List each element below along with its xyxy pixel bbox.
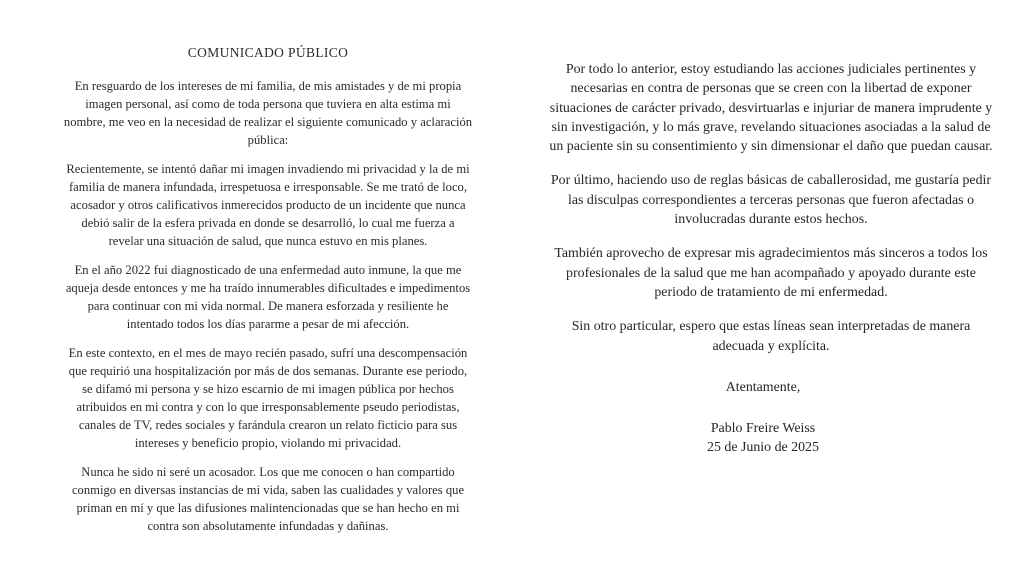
left-paragraph-3: En el año 2022 fui diagnosticado de una enfermedad auto inmune, la que me aqueja desde entonces y me ha traído innumerables dificultades e impedimentos para continuar con mi vida normal. De manera esforzada y resiliente he intentado todos los días pararme a pesar de mi afección. — [65, 262, 471, 332]
left-column — [63, 44, 473, 535]
signature-date: 25 de Junio de 2025 — [707, 440, 819, 456]
right-paragraph-1: Por todo lo anterior, estoy estudiando las acciones judiciales pertinentes y necesarias en contra de personas que se creen con la libertad de exponer situaciones de carácter privado, desvirtuarlas e injuriar de manera imprudente y sin investigación, y lo más grave, revelando situaciones asociadas a la salud de un paciente sin su consentimiento y sin dimensionar el daño que puedan causar. — [549, 62, 993, 155]
left-paragraph-1: En resguardo de los intereses de mi familia, de mis amistades y de mi propia imagen personal, así como de toda persona que tuviera en alta estima mi nombre, me veo en la necesidad de realizar el siguiente comunicado y aclaración pública: — [63, 79, 473, 148]
signature-block — [545, 378, 997, 458]
left-paragraph-5: Nunca he sido ni seré un acosador. Los que me conocen o han compartido conmigo en diversas instancias de mi vida, saben las cualidades y valores que priman en mí y que las difusiones malintencionadas que se han hecho en mi contra son absolutamente infundadas y dañinas. — [71, 464, 465, 534]
signature-name: Pablo Freire Weiss — [710, 421, 816, 437]
left-paragraph-2: Recientemente, se intentó dañar mi imagen invadiendo mi privacidad y la de mi familia de manera infundada, irrespetuosa e irresponsable. Se me trató de loco, acosador y otros calificativos inmerecidos producto de un incidente que nunca debió salir de la esfera privada en donde se desarrolló, lo cual me fuerza a revelar una situación de salud, que nunca estuvo en mis planes. — [66, 161, 470, 249]
signature-closing: Atentamente, — [725, 379, 801, 395]
right-column — [545, 60, 997, 458]
right-paragraph-3: También aprovecho de expresar mis agradecimientos más sinceros a todos los profesionales de la salud que me han acompañado y apoyado durante este periodo de tratamiento de mi enfermedad. — [554, 246, 988, 300]
page-title: COMUNICADO PÚBLICO — [187, 45, 349, 60]
right-paragraph-4: Sin otro particular, espero que estas líneas sean interpretadas de manera adecuada y explícita. — [571, 319, 971, 354]
right-paragraph-2: Por último, haciendo uso de reglas básicas de caballerosidad, me gustaría pedir las disculpas correspondientes a terceras personas que fueron afectadas o involucradas durante estos hechos. — [550, 173, 992, 228]
left-paragraph-4: En este contexto, en el mes de mayo recién pasado, sufrí una descompensación que requirió una hospitalización por más de dos semanas. Durante ese periodo, se difamó mi persona y se hizo escarnio de mi imagen pública por hechos atribuidos en mi contra y con lo que irresponsablemente pseudo periodistas, canales de TV, redes sociales y farándula crearon un relato ficticio para sus intereses y beneficio propio, violando mi privacidad. — [68, 345, 468, 451]
